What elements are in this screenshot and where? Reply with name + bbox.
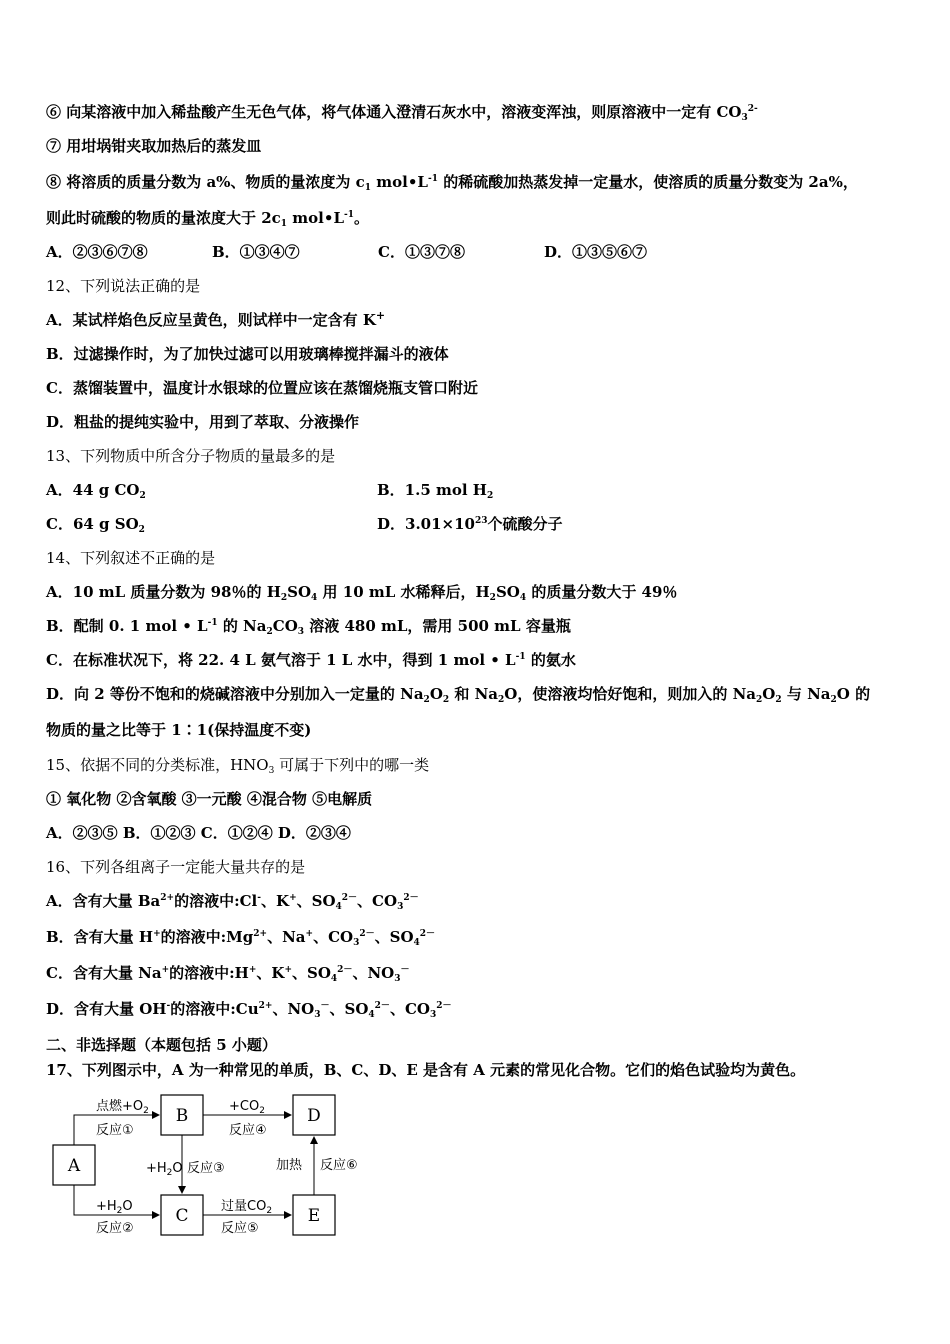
q12-option-c: C．蒸馏装置中，温度计水银球的位置应该在蒸馏烧瓶支管口附近 — [46, 379, 478, 397]
q14-option-b: B．配制 0. 1 mol • $L^{-1}$ 的 $Na_2CO_3$ 溶液 480 mL，需用 500 mL 容量瓶 — [46, 617, 571, 637]
q14-option-c: C．在标准状况下，将 22. 4 L 氨气溶于 1 L 水中，得到 1 mol • $L^{-1}$ 的氨水 — [46, 651, 576, 669]
q15-options: A．②③⑤ B．①②③ C．①②④ D．②③④ — [46, 824, 351, 842]
box-b — [161, 1095, 203, 1135]
reaction-6-condition: 加热 — [276, 1158, 303, 1173]
q13-option-c: C．64 g $SO_2$ — [46, 515, 145, 535]
svg-text:C: C — [175, 1206, 189, 1226]
reaction-5-condition: 过量$CO_2$ — [221, 1199, 273, 1216]
box-a — [53, 1145, 95, 1185]
box-e — [293, 1195, 335, 1235]
q11-option-b: B．①③④⑦ — [212, 243, 300, 261]
reaction-2-condition: $+H_2O$ — [96, 1199, 133, 1216]
reaction-6-label: 反应⑥ — [320, 1158, 358, 1173]
q16-option-d: D．含有大量 OH-的溶液中$:Cu^{2+}$、$NO_3^-$、$SO_4^{2-}$、$CO_3^{2-}$ — [46, 1000, 452, 1020]
q13-option-b: B．1.5 mol $H_2$ — [377, 481, 494, 501]
box-c — [161, 1195, 203, 1235]
reaction-3-label: 反应③ — [187, 1161, 225, 1176]
box-d — [293, 1095, 335, 1135]
q17-stem: 17、下列图示中，A 为一种常见的单质，B、C、D、E 是含有 A 元素的常见化合物。它们的焰色试验均为黄色。 — [46, 1061, 806, 1079]
reaction-2-label: 反应② — [96, 1221, 134, 1236]
item-8-line1: ⑧ 将溶质的质量分数为 a%、物质的量浓度为 $c_1$ $mol•L^{-1}$ 的稀硫酸加热蒸发掉一定量水，使溶质的质量分数变为 2a%， — [46, 173, 858, 193]
svg-text:E: E — [307, 1206, 321, 1226]
svg-text:D: D — [307, 1106, 321, 1126]
svg-text:A: A — [67, 1156, 81, 1176]
q14-option-a: A．10 mL 质量分数为 98％的 $H_2SO_4$ 用 10 mL 水稀释后，$H_2SO_4$ 的质量分数大于 49％ — [46, 583, 678, 603]
q15-choices: ① 氧化物 ②含氧酸 ③一元酸 ④混合物 ⑤电解质 — [46, 790, 373, 808]
item-7: ⑦ 用坩埚钳夹取加热后的蒸发皿 — [46, 137, 262, 155]
q13-option-d: D．$3.01\times 10^{23}$个硫酸分子 — [377, 515, 563, 533]
q11-option-a: A．②③⑥⑦⑧ — [46, 243, 148, 261]
reaction-5-label: 反应⑤ — [221, 1221, 259, 1236]
svg-text:B: B — [175, 1106, 189, 1126]
reaction-diagram — [46, 1088, 386, 1238]
q14-stem: 14、下列叙述不正确的是 — [46, 549, 216, 567]
q16-option-b: B．含有大量 H+的溶液中$:Mg^{2+}$、Na+、$CO_3^{2-}$、$SO_4^{2-}$ — [46, 928, 436, 948]
reaction-1-label: 反应① — [96, 1123, 134, 1138]
reaction-1-condition: 点燃$+O_2$ — [96, 1099, 149, 1116]
q16-option-a: A．含有大量 $Ba^{2+}$的溶液中:Cl-、K+、$SO_4^{2-}$、$CO_3^{2-}$ — [46, 892, 419, 912]
item-8-line2: 则此时硫酸的物质的量浓度大于 $2c_1$ $mol•L^{-1}$。 — [46, 209, 370, 229]
q12-option-b: B．过滤操作时，为了加快过滤可以用玻璃棒搅拌漏斗的液体 — [46, 345, 449, 363]
q12-stem: 12、下列说法正确的是 — [46, 277, 201, 295]
q12-option-d: D．粗盐的提纯实验中，用到了萃取、分液操作 — [46, 413, 360, 431]
q14-option-d-line1: D．向 2 等份不饱和的烧碱溶液中分别加入一定量的 $Na_2O_2$ 和 $Na_2O$，使溶液均恰好饱和，则加入的 $Na_2O_2$ 与 $Na_2O$ 的 — [46, 685, 871, 705]
reaction-4-condition: $+CO_2$ — [229, 1099, 265, 1116]
q15-stem: 15、依据不同的分类标准，$HNO_3$ 可属于下列中的哪一类 — [46, 756, 430, 776]
q12-option-a: A．某试样焰色反应呈黄色，则试样中一定含有 K+ — [46, 309, 386, 329]
q11-option-c: C．①③⑦⑧ — [378, 243, 465, 261]
section-2-heading: 二、非选择题（本题包括 5 小题） — [46, 1036, 277, 1054]
reaction-4-label: 反应④ — [229, 1123, 267, 1138]
item-6: ⑥ 向某溶液中加入稀盐酸产生无色气体，将气体通入澄清石灰水中，溶液变浑浊，则原溶液中一定有 $CO_3^{2-}$ — [46, 103, 758, 123]
q11-option-d: D．①③⑤⑥⑦ — [544, 243, 648, 261]
q13-option-a: A．44 g $CO_2$ — [46, 481, 146, 501]
q14-option-d-line2: 物质的量之比等于 1∶1(保持温度不变) — [46, 721, 312, 739]
reaction-3-condition: $+H_2O$ — [146, 1161, 183, 1178]
q13-stem: 13、下列物质中所含分子物质的量最多的是 — [46, 447, 336, 465]
q16-option-c: C．含有大量 Na+的溶液中:H+、K+、$SO_4^{2-}$、$NO_3^-$ — [46, 964, 410, 984]
q16-stem: 16、下列各组离子一定能大量共存的是 — [46, 858, 306, 876]
q11-options — [46, 242, 647, 262]
